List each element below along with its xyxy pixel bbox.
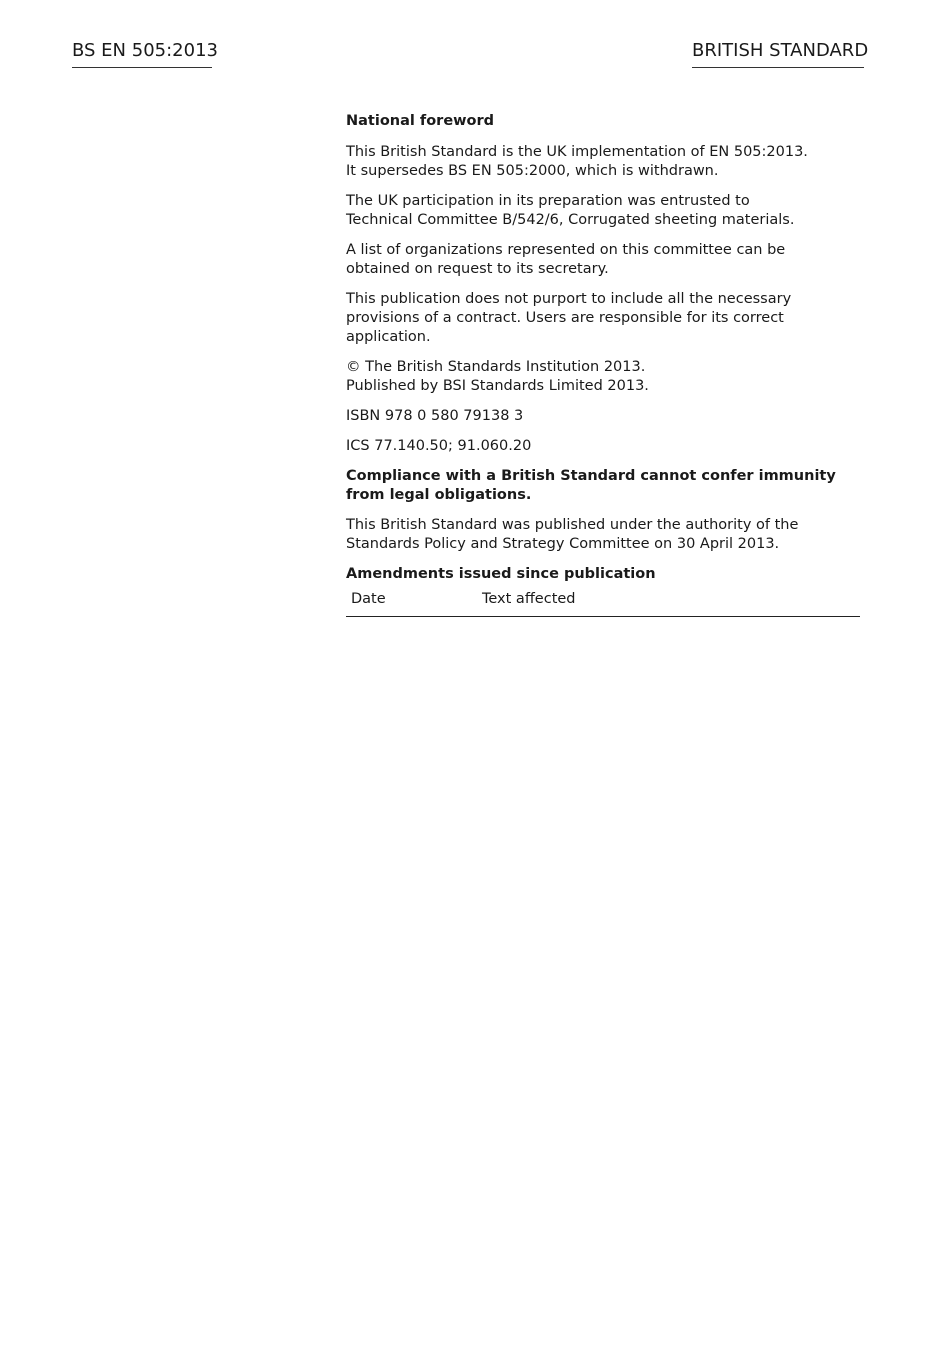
text-line: provisions of a contract. Users are responsible for its correct bbox=[346, 310, 784, 326]
text-line: obtained on request to its secretary. bbox=[346, 261, 609, 277]
foreword-paragraph-organizations bbox=[346, 241, 824, 279]
foreword-paragraph-implementation bbox=[346, 143, 824, 181]
isbn: ISBN 978 0 580 79138 3 bbox=[346, 408, 524, 424]
text-line: Compliance with a British Standard cannot confer immunity bbox=[346, 468, 836, 484]
text-line: from legal obligations. bbox=[346, 487, 532, 503]
text-line: The UK participation in its preparation was entrusted to bbox=[346, 193, 750, 209]
amendments-title: Amendments issued since publication bbox=[346, 566, 656, 582]
text-line: It supersedes BS EN 505:2000, which is withdrawn. bbox=[346, 163, 719, 179]
amendments-column-date: Date bbox=[351, 591, 386, 607]
text-line: Technical Committee B/542/6, Corrugated sheeting materials. bbox=[346, 212, 795, 228]
compliance-notice bbox=[346, 467, 836, 505]
text-line: This British Standard is the UK implementation of EN 505:2013. bbox=[346, 144, 808, 160]
text-line: This British Standard was published under the authority of the bbox=[346, 517, 799, 533]
text-line: A list of organizations represented on this committee can be bbox=[346, 242, 786, 258]
amendments-table bbox=[346, 590, 860, 617]
text-line: Standards Policy and Strategy Committee on 30 April 2013. bbox=[346, 536, 780, 552]
text-line: application. bbox=[346, 329, 431, 345]
foreword-paragraph-authority bbox=[346, 516, 824, 554]
amendments-column-text: Text affected bbox=[482, 591, 576, 607]
foreword-title: National foreword bbox=[346, 113, 495, 129]
ics: ICS 77.140.50; 91.060.20 bbox=[346, 438, 532, 454]
header-standard-type: BRITISH STANDARD bbox=[692, 40, 864, 68]
national-foreword bbox=[346, 112, 860, 617]
foreword-paragraph-copyright bbox=[346, 358, 824, 396]
text-line: Published by BSI Standards Limited 2013. bbox=[346, 378, 649, 394]
foreword-paragraph-committee bbox=[346, 192, 824, 230]
text-line: © The British Standards Institution 2013. bbox=[346, 359, 646, 375]
header-document-id: BS EN 505:2013 bbox=[72, 40, 212, 68]
foreword-paragraph-contract bbox=[346, 290, 824, 347]
text-line: This publication does not purport to include all the necessary bbox=[346, 291, 792, 307]
